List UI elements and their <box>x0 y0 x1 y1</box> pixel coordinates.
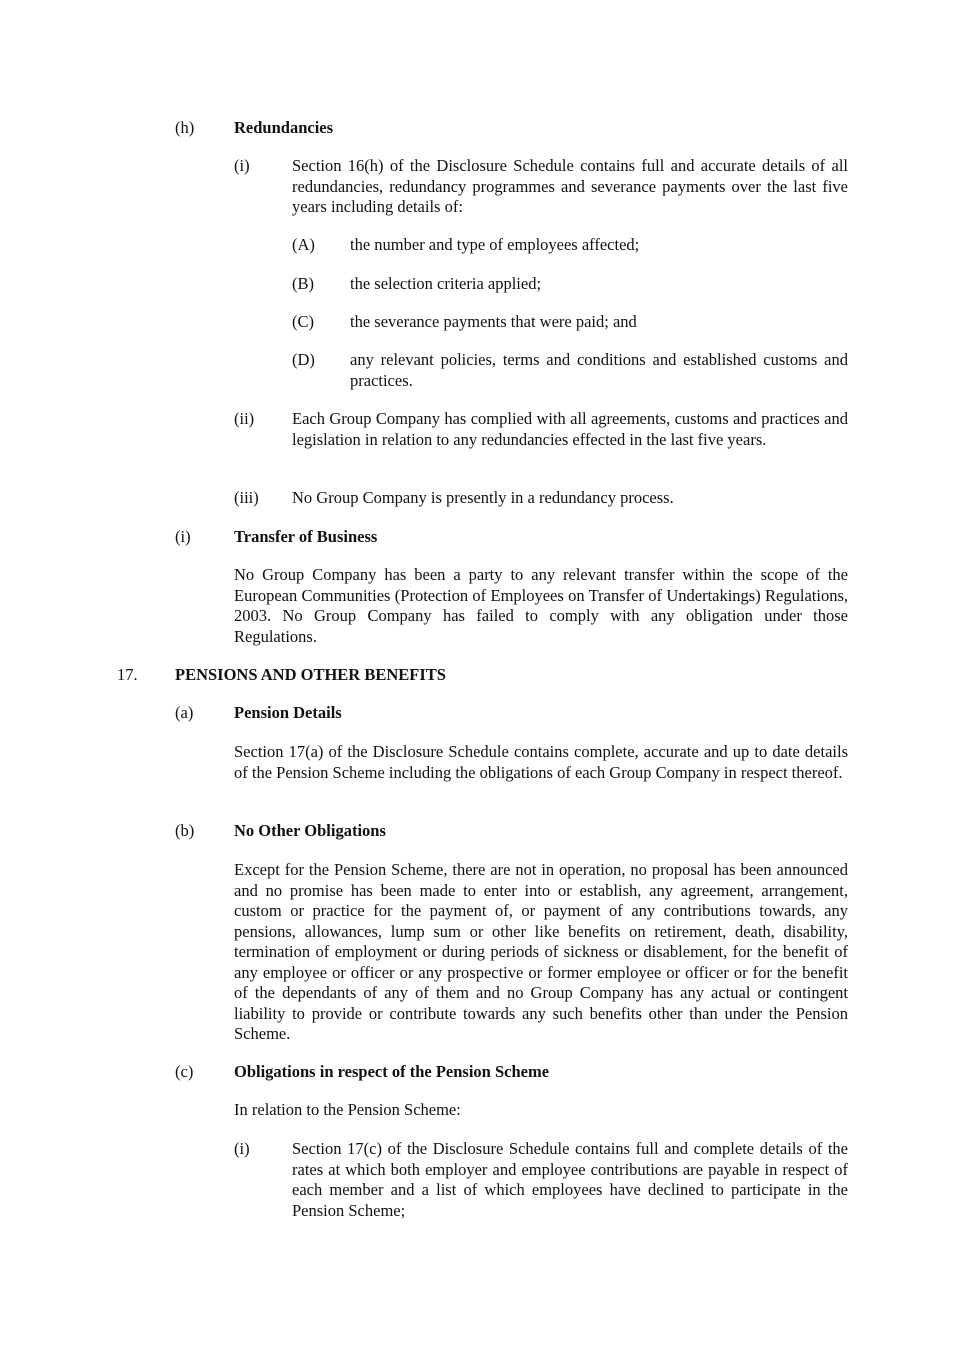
subitem-a-text: the number and type of employees affected; <box>350 235 640 254</box>
section-a-label: (a) <box>175 703 194 722</box>
section-b-title: No Other Obligations <box>234 821 386 840</box>
section-h-title: Redundancies <box>234 118 334 137</box>
section-a-title: Pension Details <box>234 703 342 722</box>
item-h-iii-label: (iii) <box>234 488 259 507</box>
item-c-i-text: Section 17(c) of the Disclosure Schedule contains full and complete details of the rates at which both employer and employee contributions are payable in respect of each member and a list of which employees have declined to participate in the Pension Scheme; <box>292 1139 848 1220</box>
item-c-i-label: (i) <box>234 1139 250 1158</box>
section-b-text: Except for the Pension Scheme, there are not in operation, no proposal has been announced and no promise has been made to enter into or establish, any agreement, arrangement, custom or practice for the payment of, or payment of any contributions towards, any pensions, allowances, lump sum or other like benefits on retirement, death, disability, termination of employment or during periods of sickness or disablement, for the benefit of any employee or officer or any prospective or former employee or officer or for the benefit of the dependants of any of them and no Group Company has any actual or contingent liability to provide or contribute towards any such benefits other than under the Pension Scheme. <box>234 860 848 1043</box>
subitem-d-label: (D) <box>292 350 315 369</box>
item-h-iii-text: No Group Company is presently in a redundancy process. <box>292 488 674 507</box>
subitem-c-text: the severance payments that were paid; and <box>350 312 637 331</box>
item-h-ii-text: Each Group Company has complied with all agreements, customs and practices and legislation in relation to any redundancies effected in the last five years. <box>292 409 848 449</box>
section-b-label: (b) <box>175 821 195 840</box>
item-h-ii-label: (ii) <box>234 409 255 428</box>
section-c-title: Obligations in respect of the Pension Scheme <box>234 1062 550 1081</box>
subitem-b-label: (B) <box>292 274 314 293</box>
section-i-label: (i) <box>175 527 191 546</box>
section-17-label: 17. <box>117 665 138 684</box>
subitem-a-label: (A) <box>292 235 315 254</box>
item-h-i-label: (i) <box>234 156 250 175</box>
section-a-text: Section 17(a) of the Disclosure Schedule contains complete, accurate and up to date details of the Pension Scheme including the obligations of each Group Company in respect thereof. <box>234 742 848 782</box>
section-17-title: PENSIONS AND OTHER BENEFITS <box>175 665 446 684</box>
item-h-i-text: Section 16(h) of the Disclosure Schedule contains full and accurate details of all redundancies, redundancy programmes and severance payments over the last five years including details of: <box>292 156 848 216</box>
section-i-text: No Group Company has been a party to any relevant transfer within the scope of the European Communities (Protection of Employees on Transfer of Undertakings) Regulations, 2003. No Group Company has failed to comply with any obligation under those Regulations. <box>234 565 848 646</box>
subitem-b-text: the selection criteria applied; <box>350 274 542 293</box>
section-i-title: Transfer of Business <box>234 527 378 546</box>
section-c-intro: In relation to the Pension Scheme: <box>234 1100 461 1119</box>
section-c-label: (c) <box>175 1062 194 1081</box>
section-h-label: (h) <box>175 118 195 137</box>
subitem-c-label: (C) <box>292 312 314 331</box>
subitem-d-text: any relevant policies, terms and conditions and established customs and practices. <box>350 350 848 390</box>
